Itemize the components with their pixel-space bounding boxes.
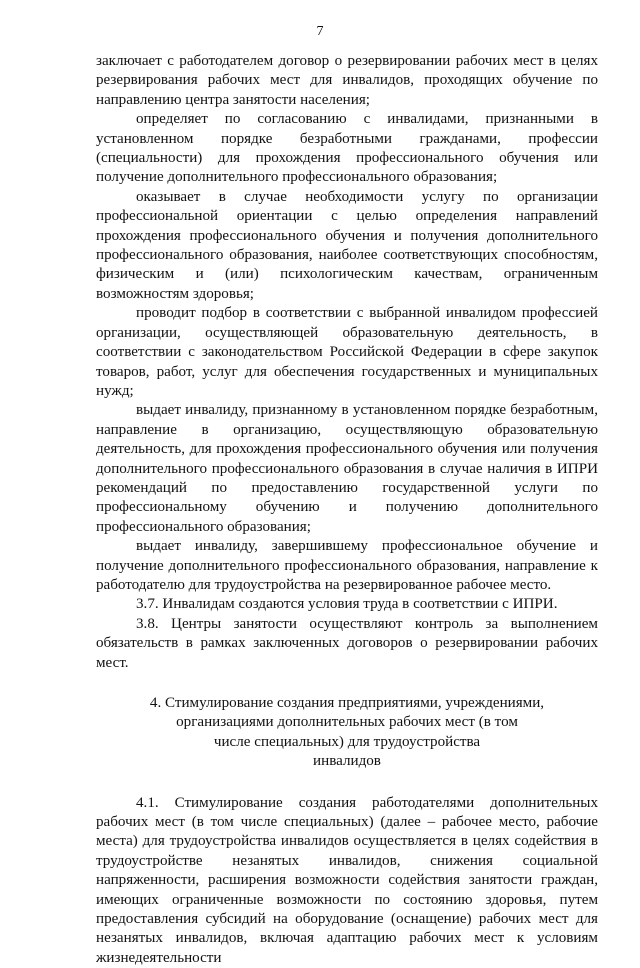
paragraph-employer-referral: выдает инвалиду, завершившему профессиональное обучение и получение дополнительного профессионального образования, направление к работодателю для трудоустройства на резервированное рабочее место. <box>96 538 598 593</box>
section-4-heading <box>96 694 598 772</box>
page-number: 7 <box>316 24 324 39</box>
paragraph-profession-agreement: определяет по согласованию с инвалидами, признанными в установленном порядке безработными гражданами, профессии (специальности) для прохождения профессионального обучения или получение дополнительного профессионального образования; <box>96 111 598 186</box>
section-heading-line-1: 4. Стимулирование создания предприятиями, учреждениями, <box>149 695 545 711</box>
document-body <box>96 52 598 968</box>
paragraph-reservation-contract: заключает с работодателем договор о резервировании рабочих мест в целях резервирования рабочих мест для инвалидов, проходящих обучение по направлению центра занятости населения; <box>96 53 598 108</box>
paragraph-career-guidance: оказывает в случае необходимости услугу по организации профессиональной ориентации с целью определения направлений прохождения профессионального обучения и получения дополнительного профессионального образования, наиболее соответствующих способностям, физическим и (или) психологическим качествам, ограниченным возможностям здоровья; <box>96 188 598 302</box>
paragraph-organization-selection: проводит подбор в соответствии с выбранной инвалидом профессией организации, осуществляющей образовательную деятельность, в соответствии с законодательством Российской Федерации в сфере закупок товаров, работ, услуг для обеспечения государственных и муниципальных нужд; <box>96 305 598 399</box>
paragraph-training-referral: выдает инвалиду, признанному в установленном порядке безработным, направление в организацию, осуществляющую образовательную деятельность, для прохождения профессионального обучения или получения дополнительного профессионального образования в случае наличия в ИПРИ рекомендаций по предоставлению государственной услуги по профессиональному обучению и получению дополнительного профессионального образования; <box>96 402 598 535</box>
clause-3-8: 3.8. Центры занятости осуществляют контроль за выполнением обязательств в рамках заключенных договоров о резервировании рабочих мест. <box>96 615 598 671</box>
clause-3-7: 3.7. Инвалидам создаются условия труда в соответствии с ИПРИ. <box>136 596 558 613</box>
section-heading-line-4: инвалидов <box>313 753 381 770</box>
clause-4-1: 4.1. Стимулирование создания работодателями дополнительных рабочих мест (в том числе специальных) (далее – рабочее место, рабочие места) для трудоустройства инвалидов осуществляется в целях содействия в трудоустройстве незанятых инвалидов, снижения социальной напряженности, расширения возможности содействия занятости граждан, имеющих ограниченные возможности по состоянию здоровья, путем предоставления субсидий на оборудование (оснащение) рабочих мест для незанятых инвалидов, включая адаптацию рабочих мест к условиям жизнедеятельности <box>96 794 598 966</box>
section-heading-line-2: организациями дополнительных рабочих мест (в том <box>176 714 518 731</box>
section-heading-line-3: числе специальных) для трудоустройства <box>213 733 481 750</box>
